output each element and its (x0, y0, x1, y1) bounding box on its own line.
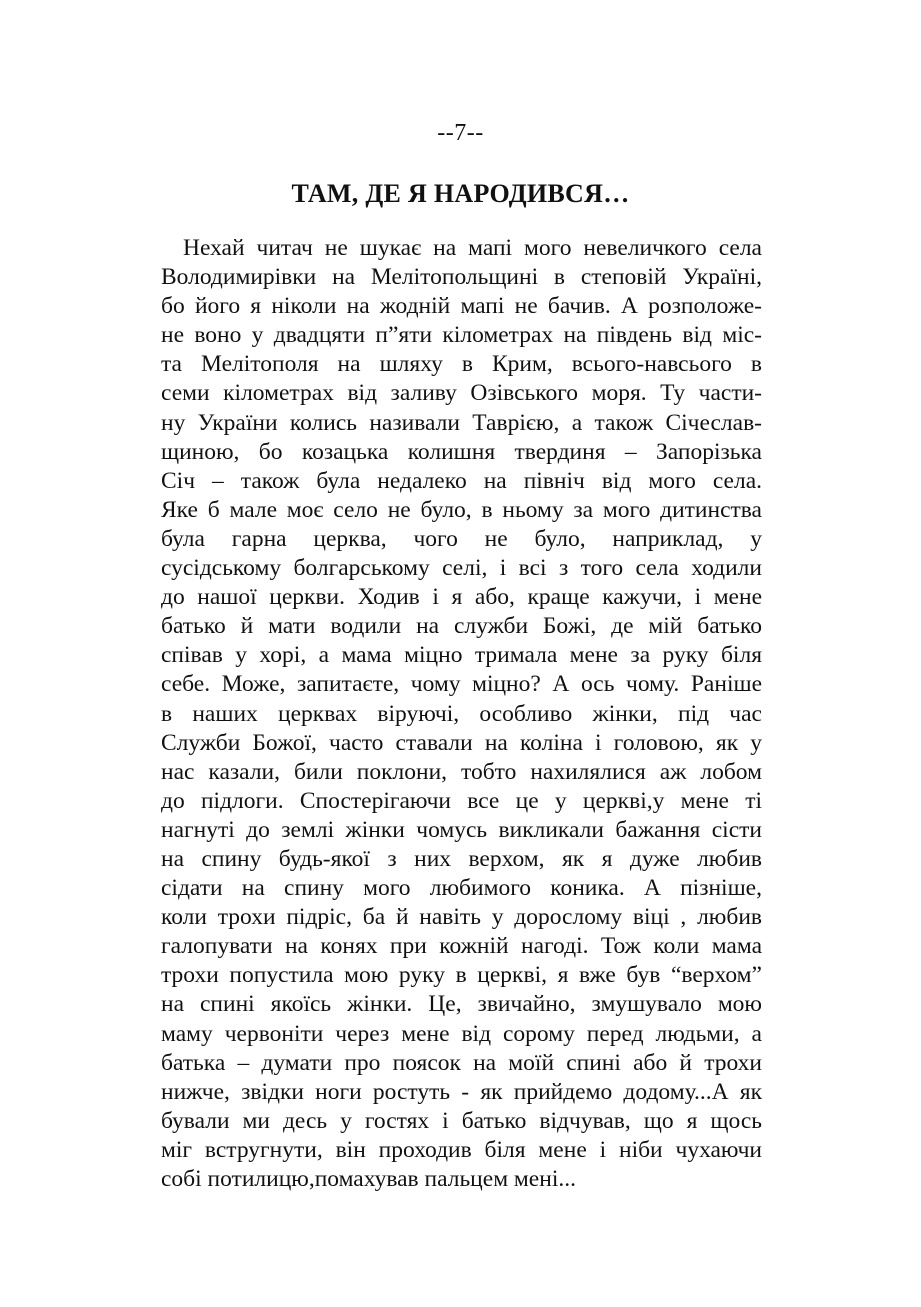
text-line: Служби Божої, часто ставали на коліна і головою, як у (161, 729, 762, 756)
text-line: співав у хорі, а мама міцно тримала мене за руку біля (161, 642, 762, 669)
text-line: ну України колись називали Таврією, а також Січеслав- (161, 409, 762, 436)
text-line: галопувати на конях при кожній нагоді. Тож коли мама (161, 933, 762, 960)
text-line: не воно у двадцяти п”яти кілометрах на південь від міс- (161, 322, 762, 349)
text-line: бо його я ніколи на жодній мапі не бачив. А розположе- (161, 293, 762, 320)
text-line: собі потилицю,помахував пальцем мені... (161, 1166, 576, 1192)
text-line: нагнуті до землі жінки чомусь викликали бажання сісти (161, 816, 762, 843)
page-number: --7-- (437, 120, 484, 146)
text-line: трохи попустила мою руку в церкві, я вже був “верхом” (161, 962, 762, 989)
text-line: нас казали, били поклони, тобто нахилялися аж лобом (161, 758, 762, 785)
body-paragraph (161, 234, 762, 1194)
text-line: батька – думати про поясок на моїй спині або й трохи (161, 1049, 762, 1076)
text-line: нижче, звідки ноги ростуть - як прийдемо додому...А як (161, 1078, 762, 1105)
text-line: батько й мати водили на служби Божі, де мій батько (161, 613, 762, 640)
text-line: сусідському болгарському селі, і всі з того села ходили (161, 555, 762, 582)
text-line: та Мелітополя на шляху в Крим, всього-навсього в (161, 351, 762, 378)
text-line: в наших церквах віруючі, особливо жінки, під час (161, 700, 762, 727)
text-line: міг встругнути, він проходив біля мене і ніби чухаючи (161, 1136, 762, 1163)
text-line: коли трохи підріс, ба й навіть у дорослому віці , любив (161, 904, 762, 931)
text-line: була гарна церква, чого не було, наприклад, у (161, 525, 762, 552)
text-line: до нашої церкви. Ходив і я або, краще кажучи, і мене (161, 584, 762, 611)
text-line: щиною, бо козацька колишня твердиня – Запорізька (161, 438, 762, 465)
text-line: до підлоги. Спостерігаючи все це у церкві,у мене ті (161, 787, 762, 814)
text-line: Яке б мале моє село не було, в ньому за мого дитинства (161, 496, 762, 523)
text-line: себе. Може, запитаєте, чому міцно? А ось чому. Раніше (161, 671, 762, 698)
text-line: Володимирівки на Мелітопольщині в степовій Україні, (161, 264, 762, 291)
text-line: на спину будь-якої з них верхом, як я дуже любив (161, 845, 762, 872)
text-line: Нехай читач не шукає на мапі мого невеличкого села (183, 235, 762, 261)
text-line: на спині якоїсь жінки. Це, звичайно, змушувало мою (161, 991, 762, 1018)
text-line: маму червоніти через мене від сорому перед людьми, а (161, 1020, 762, 1047)
text-line: бували ми десь у гостях і батько відчував, що я щось (161, 1107, 762, 1134)
text-line: сідати на спину мого любимого коника. А пізніше, (161, 875, 762, 902)
text-line: семи кілометрах від заливу Озівського моря. Ту части- (161, 380, 762, 407)
text-line: Січ – також була недалеко на північ від мого села. (161, 467, 762, 494)
chapter-title: ТАМ, ДЕ Я НАРОДИВСЯ… (291, 179, 630, 208)
